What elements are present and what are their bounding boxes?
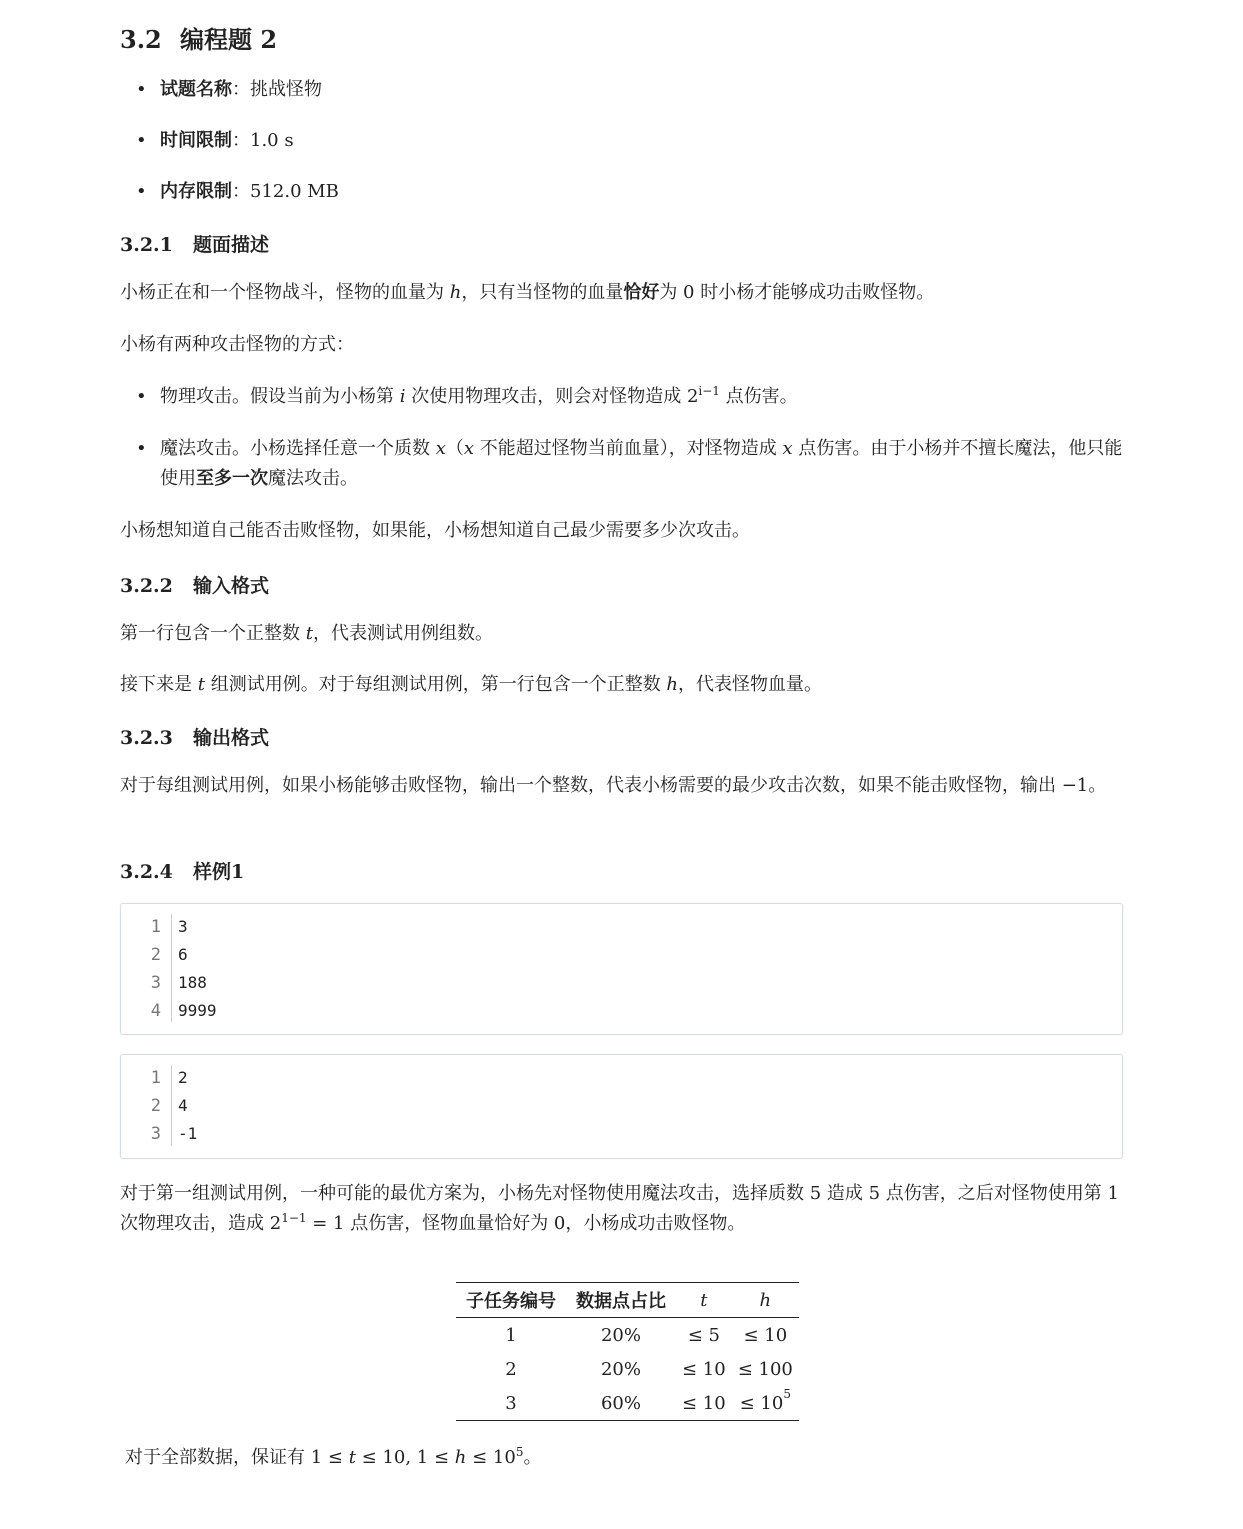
code-line: 2 6 — [150, 945, 188, 965]
attack-physical-item: • 物理攻击。假设当前为小杨第 i 次使用物理攻击，则会对怪物造成 $2^{i-1}$ 点伤害。 — [160, 382, 1123, 412]
section-output-heading: 3.2.3 输出格式 — [120, 727, 270, 749]
code-line: 1 3 — [150, 917, 188, 937]
constraints-footer: 对于全部数据，保证有 1 ≤ t ≤ 10, $1 \le h \le 10^5$。 — [125, 1445, 542, 1468]
memory-limit: 512.0 MB — [250, 181, 339, 202]
code-line: 1 2 — [150, 1068, 188, 1088]
table-row: 1 20% ≤ 5 ≤ 10 — [505, 1324, 788, 1346]
meta-item-name: • 试题名称：挑战怪物 — [160, 75, 1123, 105]
table-row: 2 20% ≤ 10 ≤ 100 — [505, 1358, 793, 1380]
sample-input-block[interactable] — [120, 903, 1123, 1035]
code-line: 4 9999 — [150, 1001, 217, 1021]
section-desc-heading: 3.2.1 题面描述 — [120, 234, 270, 256]
code-line: 3 -1 — [150, 1124, 198, 1144]
sample-explanation: 对于第一组测试用例，一种可能的最优方案为，小杨先对怪物使用魔法攻击，选择质数 5 造成 5 点伤害，之后对怪物使用第 1 次物理攻击，造成 $2^{1-1} = 1$ 点伤害，怪物血量恰好为 0，小杨成功击败怪物。 — [120, 1183, 1119, 1234]
sample-output-block[interactable] — [120, 1054, 1123, 1159]
desc-paragraph-1: 小杨正在和一个怪物战斗，怪物的血量为 h，只有当怪物的血量恰好为 0 时小杨才能够成功击败怪物。 — [120, 282, 935, 303]
input-paragraph-2: 接下来是 t 组测试用例。对于每组测试用例，第一行包含一个正整数 h，代表怪物血量。 — [120, 674, 823, 695]
desc-paragraph-2: 小杨有两种攻击怪物的方式： — [120, 334, 354, 355]
code-line: 3 188 — [150, 973, 207, 993]
meta-item-memory: • 内存限制：512.0 MB — [160, 177, 1123, 207]
table-header-row — [456, 1283, 799, 1318]
col-t: t — [676, 1283, 732, 1318]
time-limit: 1.0 s — [250, 130, 294, 151]
col-h: h — [732, 1283, 799, 1318]
heading-number: 3.2 — [120, 25, 162, 54]
attack-magic-item: • 魔法攻击。小杨选择任意一个质数 x（x 不能超过怪物当前血量），对怪物造成 x 点伤害。由于小杨并不擅长魔法，他只能使用至多一次魔法攻击。 — [160, 434, 1123, 494]
section-sample-heading: 3.2.4 样例1 — [120, 861, 245, 883]
meta-item-time: • 时间限制：1.0 s — [160, 126, 1123, 156]
col-subtask-id: 子任务编号 — [456, 1283, 566, 1318]
heading-title: 编程题 2 — [180, 25, 278, 54]
col-ratio: 数据点占比 — [566, 1283, 676, 1318]
section-input-heading: 3.2.2 输入格式 — [120, 575, 270, 597]
output-paragraph: 对于每组测试用例，如果小杨能够击败怪物，输出一个整数，代表小杨需要的最少攻击次数，如果不能击败怪物，输出 −1。 — [120, 775, 1107, 796]
problem-name: 挑战怪物 — [250, 79, 322, 100]
subtask-table — [456, 1282, 799, 1421]
input-paragraph-1: 第一行包含一个正整数 t，代表测试用例组数。 — [120, 623, 493, 644]
desc-paragraph-3: 小杨想知道自己能否击败怪物，如果能，小杨想知道自己最少需要多少次攻击。 — [120, 520, 750, 541]
code-line: 2 4 — [150, 1096, 188, 1116]
problem-heading — [120, 20, 277, 55]
table-row: 3 60% ≤ 10 ≤ $10^5$ — [505, 1386, 791, 1414]
